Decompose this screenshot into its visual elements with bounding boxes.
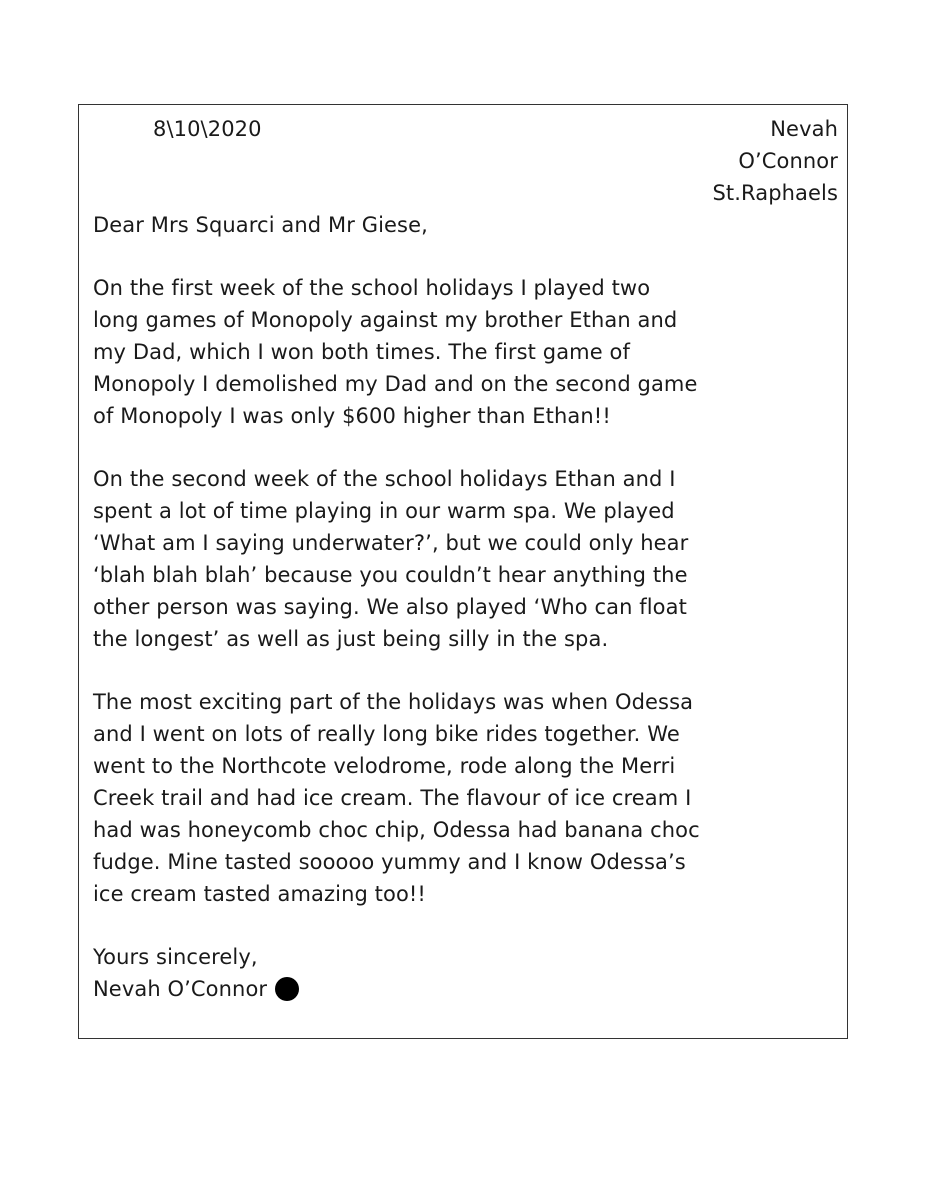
sender-first-name: Nevah <box>770 117 838 141</box>
paragraph-1-line: of Monopoly I was only $600 higher than Ethan!! <box>93 404 611 428</box>
paragraph-3-line: had was honeycomb choc chip, Odessa had banana choc <box>93 818 700 842</box>
paragraph-3-line: Creek trail and had ice cream. The flavour of ice cream I <box>93 786 692 810</box>
signature-line <box>93 973 299 1005</box>
paragraph-3-line: fudge. Mine tasted sooooo yummy and I know Odessa’s <box>93 850 686 874</box>
sender-school: St.Raphaels <box>712 181 838 205</box>
signature-dot-icon <box>275 977 299 1001</box>
letter-date: 8\10\2020 <box>153 117 262 141</box>
signature-name: Nevah O’Connor <box>93 977 268 1001</box>
paragraph-3-line: The most exciting part of the holidays was when Odessa <box>93 690 694 714</box>
paragraph-2-line: ‘What am I saying underwater?’, but we could only hear <box>93 531 689 555</box>
paragraph-3-line: and I went on lots of really long bike rides together. We <box>93 722 680 746</box>
closing: Yours sincerely, <box>93 945 258 969</box>
paragraph-2-line: On the second week of the school holidays Ethan and I <box>93 467 676 491</box>
paragraph-2-line: other person was saying. We also played ‘Who can float <box>93 595 687 619</box>
letter-frame <box>78 104 848 1039</box>
paragraph-2-line: spent a lot of time playing in our warm spa. We played <box>93 499 675 523</box>
paragraph-1-line: Monopoly I demolished my Dad and on the second game <box>93 372 698 396</box>
paragraph-3-line: went to the Northcote velodrome, rode along the Merri <box>93 754 676 778</box>
paragraph-1-line: On the first week of the school holidays I played two <box>93 276 651 300</box>
salutation: Dear Mrs Squarci and Mr Giese, <box>93 213 428 237</box>
paragraph-2-line: ‘blah blah blah’ because you couldn’t hear anything the <box>93 563 688 587</box>
paragraph-1-line: my Dad, which I won both times. The first game of <box>93 340 630 364</box>
paragraph-2-line: the longest’ as well as just being silly in the spa. <box>93 627 609 651</box>
paragraph-3-line: ice cream tasted amazing too!! <box>93 882 426 906</box>
paragraph-1-line: long games of Monopoly against my brother Ethan and <box>93 308 678 332</box>
sender-last-name: O’Connor <box>738 149 838 173</box>
